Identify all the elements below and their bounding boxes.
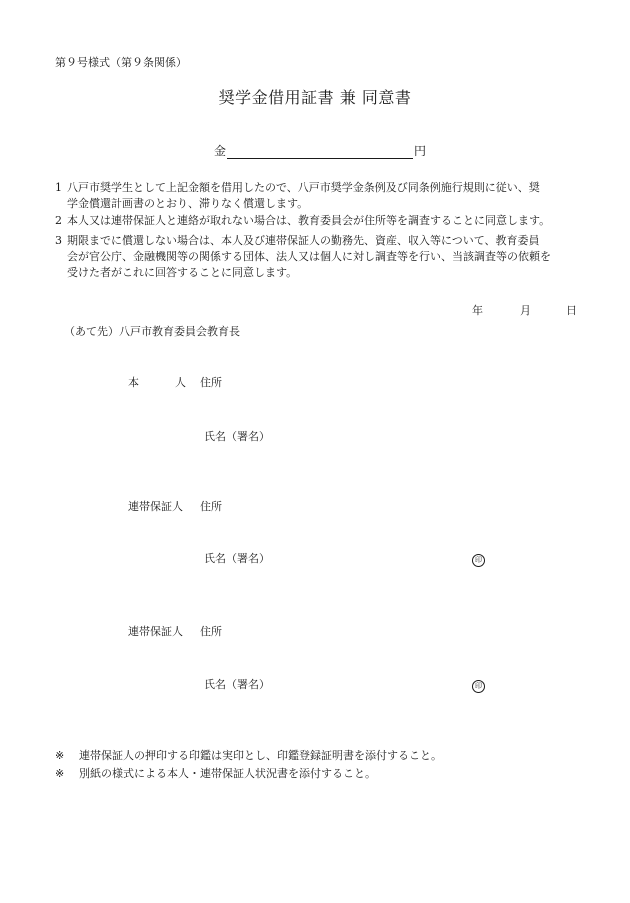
principal-name-label: 氏名（署名）: [204, 430, 270, 443]
guarantor-1-seal-mark: [472, 552, 485, 567]
clause-line: 八戸市奨学生として上記金額を借用したので、八戸市奨学金条例及び同条例施行規則に従い、奨: [67, 181, 540, 194]
clause-line: 会が官公庁、金融機関等の関係する団体、法人又は個人に対し調査等を行い、当該調査等の依頼を: [67, 250, 551, 263]
clause-line: 学金償還計画書のとおり、滞りなく償還します。: [67, 197, 309, 210]
seal-icon: 印: [472, 554, 485, 567]
guarantor-2-seal-mark: [472, 678, 485, 693]
clause-line: 本人又は連帯保証人と連絡が取れない場合は、教育委員会が住所等を調査することに同意します。: [67, 214, 551, 227]
date-day-label: 日: [566, 304, 577, 317]
amount-prefix: 金: [214, 144, 227, 158]
date-year-label: 年: [472, 304, 483, 317]
guarantor-2-label: 連帯保証人: [128, 625, 183, 638]
principal-label-char: 本: [128, 376, 139, 389]
form-number-label: 第９号様式（第９条関係）: [55, 56, 187, 69]
seal-icon: 印: [472, 680, 485, 693]
note-mark: ※: [55, 767, 65, 780]
guarantor-2-address-label: 住所: [200, 625, 222, 638]
principal-address-label: 住所: [200, 376, 222, 389]
note-mark: ※: [55, 749, 65, 762]
guarantor-1-name-label: 氏名（署名）: [204, 552, 270, 565]
clause-number: 3: [55, 234, 62, 247]
principal-label: [128, 376, 186, 390]
clause-number: 2: [55, 214, 62, 227]
note-text: 連帯保証人の押印する印鑑は実印とし、印鑑登録証明書を添付すること。: [79, 749, 442, 762]
note-2: [55, 767, 376, 781]
document-title: 奨学金借用証書 兼 同意書: [218, 88, 412, 107]
principal-label-char: 人: [175, 376, 186, 389]
date-month-label: 月: [520, 304, 531, 317]
clause-number: 1: [55, 181, 62, 194]
clause-line: 期限までに償還しない場合は、本人及び連帯保証人の勤務先、資産、収入等について、教育委員: [67, 234, 540, 247]
guarantor-1-address-label: 住所: [200, 500, 222, 513]
note-1: [55, 749, 442, 763]
amount-row: [214, 143, 426, 159]
clause-line: 受けた者がこれに回答することに同意します。: [67, 266, 298, 279]
guarantor-1-label: 連帯保証人: [128, 500, 183, 513]
guarantor-2-name-label: 氏名（署名）: [204, 678, 270, 691]
amount-suffix: 円: [414, 144, 427, 158]
note-text: 別紙の様式による本人・連帯保証人状況書を添付すること。: [79, 767, 376, 780]
addressee: （あて先）八戸市教育委員会教育長: [64, 325, 240, 338]
amount-blank-line: [227, 144, 413, 159]
